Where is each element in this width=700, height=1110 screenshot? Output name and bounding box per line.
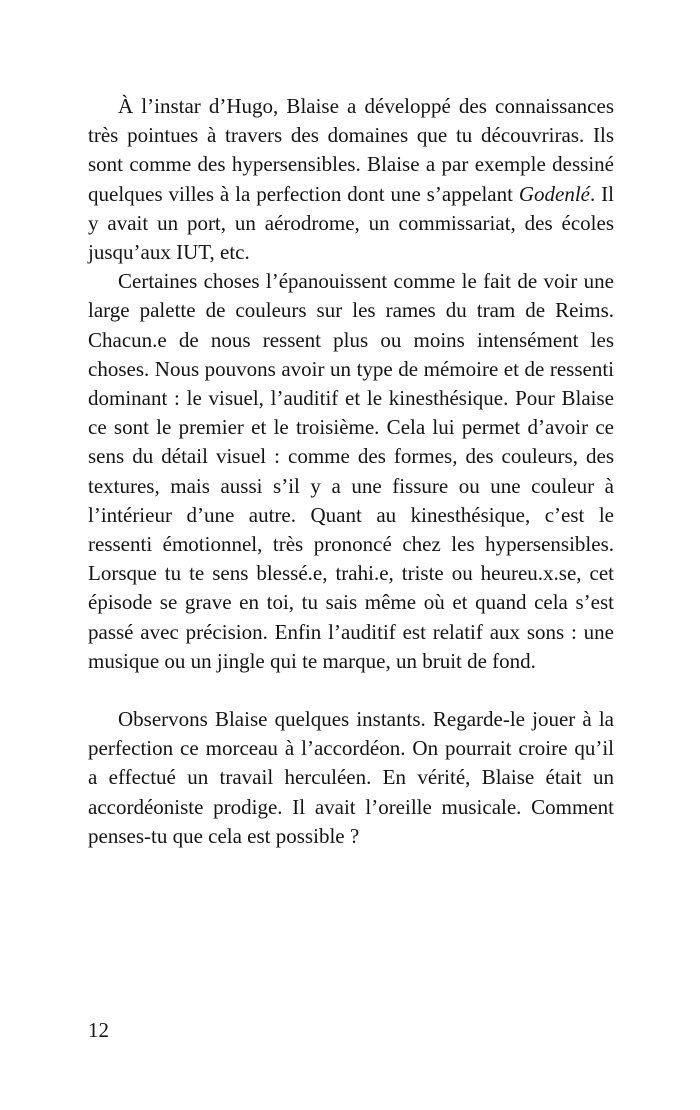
paragraph-1-text-start: À l’instar d’Hugo, Blaise a développé des connaissances très pointues à travers des domaines que tu découvriras. Ils sont comme des hypersensibles. Blaise a par exemple dessiné quelques villes à la perfection dont une s’appelant — [88, 94, 614, 206]
page-number: 12 — [88, 1018, 109, 1042]
paragraph-senses: Certaines choses l’épanouissent comme le fait de voir une large palette de couleurs sur les rames du tram de Reims. Chacun.e de nous ressent plus ou moins intensément les choses. Nous pouvons avoir un type de mémoire et de ressenti dominant : le visuel, l’auditif et le kinesthésique. Pour Blaise ce sont le premier et le troisième. Cela lui permet d’avoir ce sens du détail visuel : comme des formes, des couleurs, des textures, mais aussi s’il y a une fissure ou une couleur à l’intérieur d’une autre. Quant au kinesthésique, c’est le ressenti émotionnel, très prononcé chez les hypersensibles. Lorsque tu te sens blessé.e, trahi.e, triste ou heureu.x.se, cet épisode se grave en toi, tu sais même où et quand cela s’est passé avec précision. Enfin l’auditif est relatif aux sons : une musique ou un jingle qui te marque, un bruit de fond. — [88, 269, 614, 673]
paragraph-accordion: Observons Blaise quelques instants. Regarde-le jouer à la perfection ce morceau à l’accordéon. On pourrait croire qu’il a effectué un travail herculéen. En vérité, Blaise était un accordéoniste prodige. Il avait l’oreille musicale. Comment penses-tu que cela est possible ? — [88, 707, 614, 848]
city-name-godenle: Godenlé — [518, 181, 591, 206]
paragraph-hugo-blaise — [88, 92, 614, 267]
page-body — [88, 92, 614, 851]
paragraph-spacer — [88, 676, 614, 705]
paragraph-1-text-end: . Il y avait un port, un aérodrome, un commissariat, des écoles jusqu’aux IUT, etc. — [88, 181, 614, 265]
